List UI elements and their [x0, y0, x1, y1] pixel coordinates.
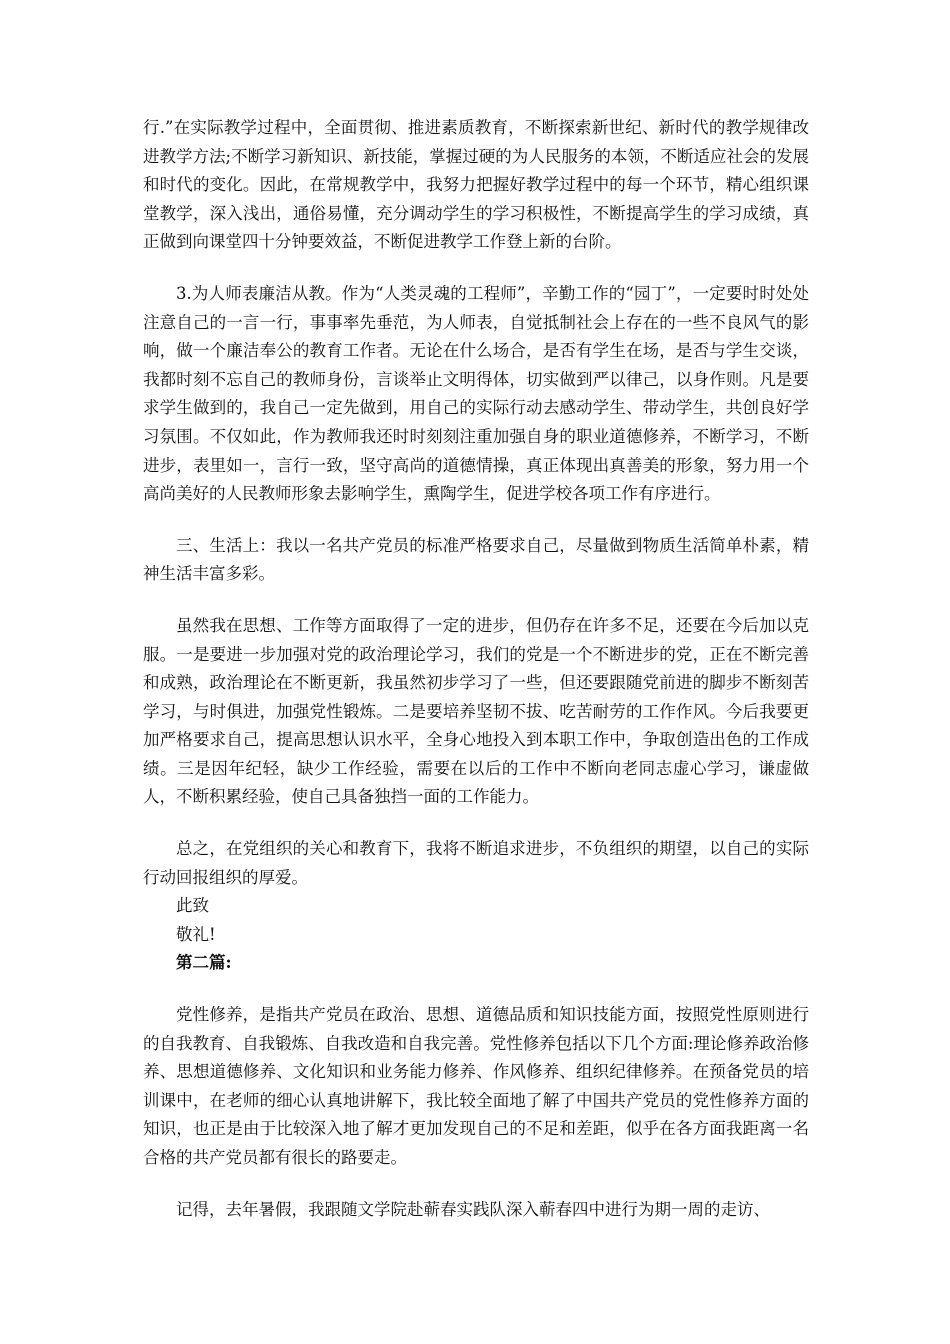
paragraph-conclusion: 总之，在党组织的关心和教育下，我将不断追求进步，不负组织的期望，以自己的实际行动回报组织的厚爱。 [143, 839, 809, 887]
closing-salutation: 此致 [176, 896, 209, 916]
document-page [143, 114, 809, 1224]
paragraph-party-spirit: 党性修养，是指共产党员在政治、思想、道德品质和知识技能方面，按照党性原则进行的自我教育、自我锻炼、自我改造和自我完善。党性修养包括以下几个方面:理论修养政治修养、思想道德修养、文化知识和业务能力修养、作风修养、组织纪律修养。在预备党员的培训课中，在老师的细心认真地讲解下，我比较全面地了解了中国共产党员的党性修养方面的知识，也正是由于比较深入地了解才更加发现自己的不足和差距，似乎在各方面我距离一名合格的共产党员都有很长的路要走。 [143, 1005, 809, 1167]
paragraph-role-model: 3.为人师表廉洁从教。作为“人类灵魂的工程师”，辛勤工作的“园丁”，一定要时时处处注意自己的一言一行，事事率先垂范，为人师表，自觉抵制社会上存在的一些不良风气的影响，做一个廉洁奉公的教育工作者。无论在什么场合，是否有学生在场，是否与学生交谈，我都时刻不忘自己的教师身份，言谈举止文明得体，切实做到严以律己，以身作则。凡是要求学生做到的，我自己一定先做到，用自己的实际行动去感动学生、带动学生，共创良好学习氛围。不仅如此，作为教师我还时时刻刻注重加强自身的职业道德修养，不断学习，不断进步，表里如一，言行一致，坚守高尚的道德情操，真正体现出真善美的形象，努力用一个高尚美好的人民教师形象去影响学生，熏陶学生，促进学校各项工作有序进行。 [143, 283, 809, 504]
paragraph-shortcomings: 虽然我在思想、工作等方面取得了一定的进步，但仍存在许多不足，还要在今后加以克服。一是要进一步加强对党的政治理论学习，我们的党是一个不断进步的党，正在不断完善和成熟，政治理论在不断更新，我虽然初步学习了一些，但还要跟随党前进的脚步不断刻苦学习，与时俱进，加强党性锻炼。二是要培养坚韧不拔、吃苦耐劳的工作作风。今后我要更加严格要求自己，提高思想认识水平，全身心地投入到本职工作中，争取创造出色的工作成绩。三是因年纪轻，缺少工作经验，需要在以后的工作中不断向老同志虚心学习，谦虚做人，不断积累经验，使自己具备独挡一面的工作能力。 [143, 615, 809, 807]
paragraph-summer-practice: 记得，去年暑假，我跟随文学院赴蕲春实践队深入蕲春四中进行为期一周的走访、 [176, 1199, 770, 1219]
closing-regards: 敬礼! [176, 924, 216, 944]
section-heading: 第二篇: [176, 953, 232, 973]
paragraph-life: 三、生活上：我以一名共产党员的标准严格要求自己，尽量做到物质生活简单朴素，精神生活丰富多彩。 [143, 535, 809, 584]
paragraph-teaching-methods: 行.”在实际教学过程中，全面贯彻、推进素质教育，不断探索新世纪、新时代的教学规律改进教学方法;不断学习新知识、新技能，掌握过硬的为人民服务的本领，不断适应社会的发展和时代的变化。因此，在常规教学中，我努力把握好教学过程中的每一个环节，精心组织课堂教学，深入浅出，通俗易懂，充分调动学生的学习积极性，不断提高学生的学习成绩，真正做到向课堂四十分钟要效益，不断促进教学工作登上新的台阶。 [143, 118, 809, 252]
